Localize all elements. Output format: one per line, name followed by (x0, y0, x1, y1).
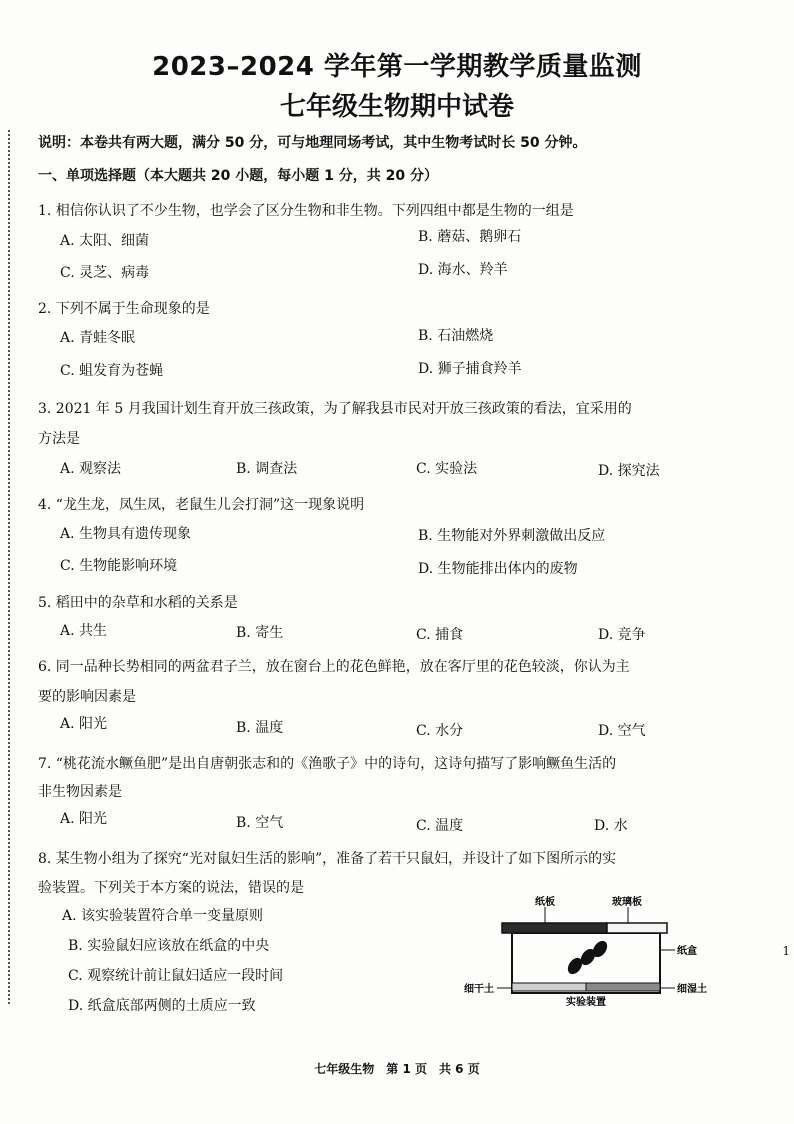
question-3-stem-line1: 3. 2021 年 5 月我国计划生育开放三孩政策，为了解我县市民对开放三孩政策的看法，宜采用的 (38, 401, 632, 417)
question-8-option-d: D. 纸盒底部两侧的土质应一致 (68, 998, 256, 1014)
label-dry-soil: 细干土 (464, 984, 494, 995)
question-8-option-a: A. 该实验装置符合单一变量原则 (62, 908, 264, 924)
wet-soil-layer (586, 983, 660, 991)
dry-soil-layer (512, 983, 586, 991)
question-5-option-b: B. 寄生 (236, 625, 284, 641)
question-2-option-c: C. 蛆发育为苍蝇 (60, 363, 164, 379)
question-1-option-a: A. 太阳、细菌 (60, 233, 150, 249)
question-5-option-d: D. 竞争 (598, 627, 646, 643)
section-heading: 一、单项选择题（本大题共 20 小题，每小题 1 分，共 20 分） (38, 168, 438, 184)
question-7-stem-line1: 7. “桃花流水鳜鱼肥”是出自唐朝张志和的《渔歌子》中的诗句，这诗句描写了影响鳜鱼生活的 (38, 756, 617, 772)
label-paper-board: 纸板 (535, 897, 555, 908)
glass-board (607, 923, 667, 933)
edge-mark: 1 (782, 944, 790, 958)
question-8-option-c: C. 观察统计前让鼠妇适应一段时间 (68, 968, 284, 984)
question-7-option-b: B. 空气 (236, 815, 284, 831)
question-4-option-a: A. 生物具有遗传现象 (60, 526, 192, 542)
woodlice-icon (565, 938, 610, 977)
binding-line (8, 130, 12, 1004)
question-3-option-c: C. 实验法 (416, 461, 478, 477)
question-4-option-c: C. 生物能影响环境 (60, 558, 178, 574)
question-6-option-d: D. 空气 (598, 723, 646, 739)
question-5-stem: 5. 稻田中的杂草和水稻的关系是 (38, 595, 238, 611)
question-6-option-a: A. 阳光 (60, 716, 108, 732)
paper-board (502, 923, 607, 933)
instructions: 说明：本卷共有两大题，满分 50 分，可与地理同场考试，其中生物考试时长 50 分钟。 (38, 135, 587, 151)
question-3-option-a: A. 观察法 (60, 461, 122, 477)
question-7-stem-line2: 非生物因素是 (38, 784, 122, 800)
label-wet-soil: 细湿土 (677, 984, 707, 995)
question-1-option-d: D. 海水、羚羊 (418, 262, 508, 278)
question-2-stem: 2. 下列不属于生命现象的是 (38, 301, 210, 317)
question-6-stem-line1: 6. 同一品种长势相同的两盆君子兰，放在窗台上的花色鲜艳，放在客厅里的花色较淡，你认为主 (38, 659, 630, 675)
diagram-caption: 实验装置 (566, 997, 606, 1008)
question-1-option-b: B. 蘑菇、鹅卵石 (418, 229, 522, 245)
question-6-option-c: C. 水分 (416, 723, 464, 739)
question-2-option-b: B. 石油燃烧 (418, 328, 494, 344)
question-4-stem: 4. “龙生龙，凤生凤，老鼠生儿会打洞”这一现象说明 (38, 497, 365, 513)
question-8-stem-line2: 验装置。下列关于本方案的说法，错误的是 (38, 880, 304, 896)
question-6-option-b: B. 温度 (236, 720, 284, 736)
question-8-stem-line1: 8. 某生物小组为了探究“光对鼠妇生活的影响”，准备了若干只鼠妇，并设计了如下图所示的实 (38, 851, 617, 867)
question-7-option-d: D. 水 (594, 818, 628, 834)
question-2-option-a: A. 青蛙冬眠 (60, 330, 136, 346)
question-1-stem: 1. 相信你认识了不少生物，也学会了区分生物和非生物。下列四组中都是生物的一组是 (38, 203, 574, 219)
exam-subtitle: 七年级生物期中试卷 (279, 92, 514, 122)
question-4-option-d: D. 生物能排出体内的废物 (418, 561, 578, 577)
question-3-stem-line2: 方法是 (38, 431, 80, 447)
experiment-setup-diagram (400, 893, 707, 1015)
question-8-option-b: B. 实验鼠妇应该放在纸盒的中央 (68, 938, 270, 954)
question-5-option-c: C. 捕食 (416, 627, 464, 643)
question-7-option-a: A. 阳光 (60, 811, 108, 827)
page-footer: 七年级生物 第 1 页 共 6 页 (314, 1062, 480, 1076)
exam-title: 2023–2024 学年第一学期教学质量监测 (152, 52, 642, 82)
question-7-option-c: C. 温度 (416, 818, 464, 834)
question-5-option-a: A. 共生 (60, 623, 108, 639)
question-3-option-d: D. 探究法 (598, 463, 660, 479)
question-2-option-d: D. 狮子捕食羚羊 (418, 361, 522, 377)
question-6-stem-line2: 要的影响因素是 (38, 689, 136, 705)
question-1-option-c: C. 灵芝、病毒 (60, 265, 150, 281)
label-glass-board: 玻璃板 (612, 897, 642, 908)
question-4-option-b: B. 生物能对外界刺激做出反应 (418, 528, 606, 544)
question-3-option-b: B. 调查法 (236, 461, 298, 477)
label-paper-box: 纸盒 (677, 946, 697, 957)
